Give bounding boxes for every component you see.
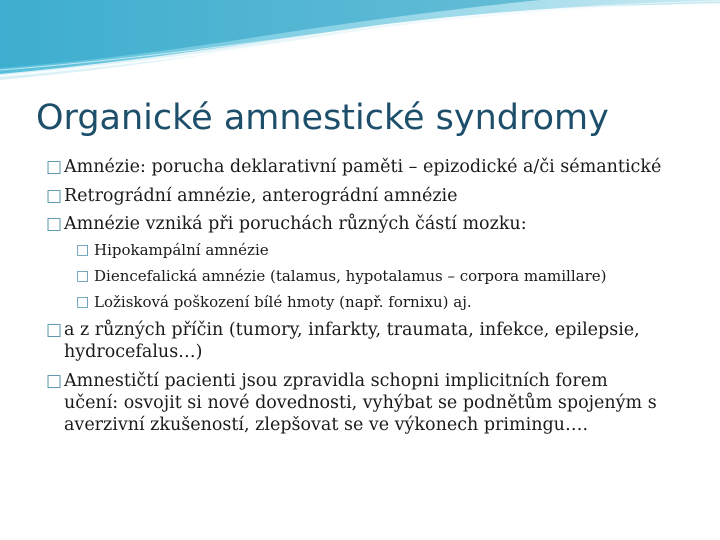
list-subitem xyxy=(46,293,666,312)
list-subitem-text: Ložisková poškození bílé hmoty (např. fornixu) aj. xyxy=(94,293,472,311)
list-item xyxy=(46,156,666,178)
list-item xyxy=(46,213,666,235)
bullet-icon: □ xyxy=(46,320,63,340)
list-subitem xyxy=(46,267,666,286)
header-wave-decoration xyxy=(0,0,720,90)
list-subitem xyxy=(46,241,666,260)
list-item-text: Amnestičtí pacienti jsou zpravidla schopni implicitních forem učení: osvojit si nové dovednosti, vyhýbat se podnětům spojeným s averzivní zkušeností, zlepšovat se ve výkonech primingu…. xyxy=(64,371,657,435)
list-item xyxy=(46,319,666,363)
list-subitem-text: Hipokampální amnézie xyxy=(94,241,269,259)
slide-title: Organické amnestické syndromy xyxy=(36,98,609,138)
bullet-icon: □ xyxy=(76,268,90,284)
bullet-icon: □ xyxy=(46,157,63,177)
bullet-icon: □ xyxy=(46,186,63,206)
list-subitem-text: Diencefalická amnézie (talamus, hypotalamus – corpora mamillare) xyxy=(94,267,607,285)
list-item xyxy=(46,185,666,207)
bullet-icon: □ xyxy=(76,294,90,310)
list-item xyxy=(46,370,666,436)
bullet-icon: □ xyxy=(46,371,63,391)
bullet-icon: □ xyxy=(76,242,90,258)
list-item-text: a z různých příčin (tumory, infarkty, traumata, infekce, epilepsie, hydrocefalus…) xyxy=(64,320,640,362)
list-item-text: Retrográdní amnézie, anterográdní amnézie xyxy=(64,186,458,206)
list-item-text: Amnézie: porucha deklarativní paměti – epizodické a/či sémantické xyxy=(64,157,662,177)
bullet-list xyxy=(46,156,666,443)
bullet-icon: □ xyxy=(46,214,63,234)
list-item-text: Amnézie vzniká při poruchách různých částí mozku: xyxy=(64,214,527,234)
